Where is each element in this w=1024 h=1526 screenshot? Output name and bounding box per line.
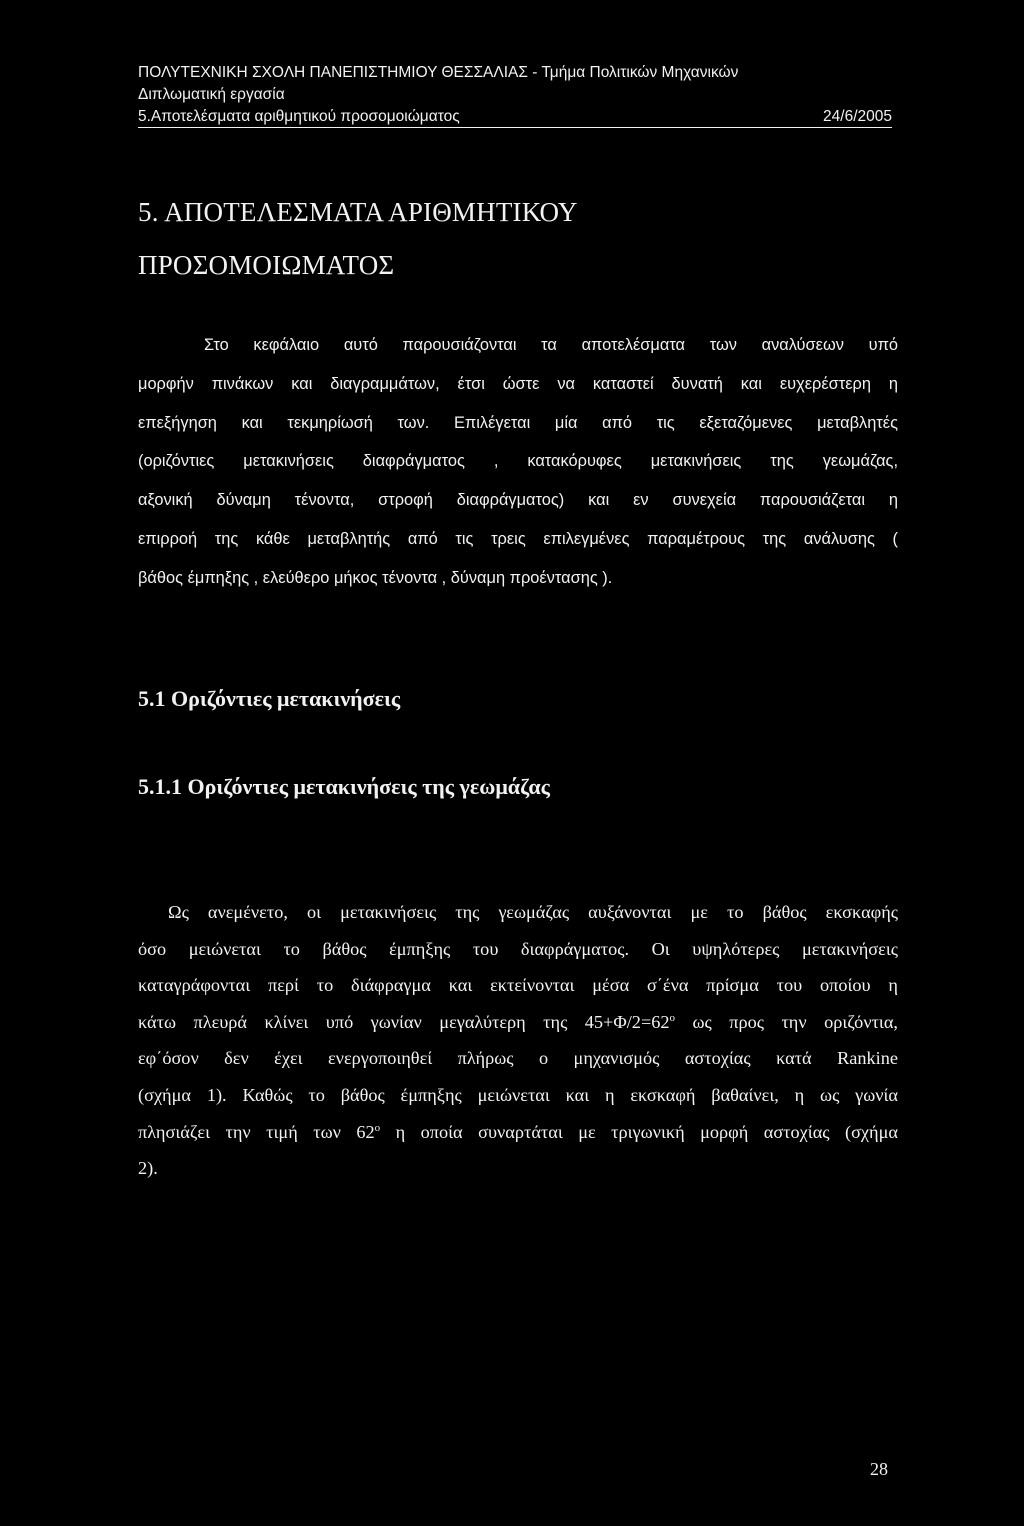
section-heading-5-1: 5.1 Οριζόντιες μετακινήσεις [138,686,401,711]
text-line: επεξήγηση και τεκμηρίωσή των. Επιλέγεται μία από τις εξεταζόμενες μεταβλητές [138,413,898,432]
text-line: βάθος έμπηξης , ελεύθερο μήκος τένοντα , δύναμη προέντασης ). [138,568,613,587]
text-fragment: ως προς την οριζόντια, [675,1011,898,1032]
text-line: (σχήμα 1). Καθώς το βάθος έμπηξης μειώνεται και η εκσκαφή βαθαίνει, η ως γωνία [138,1084,898,1105]
intro-paragraph [138,326,898,598]
body-paragraph [138,894,898,1187]
text-line [138,1114,898,1151]
text-line: επιρροή της κάθε μεταβλητής από τις τρεις επιλεγμένες παραμέτρους της ανάλυσης ( [138,529,898,548]
header-section-line [138,106,892,128]
text-line: Ως ανεμένετο, οι μετακινήσεις της γεωμάζας αυξάνονται με το βάθος εκσκαφής [168,902,898,922]
text-line: (οριζόντιες μετακινήσεις διαφράγματος , κατακόρυφες μετακινήσεις της γεωμάζας, [138,452,898,471]
text-fragment: πλησιάζει την τιμή των 62 [138,1121,375,1142]
section-heading-5-1-1: 5.1.1 Οριζόντιες μετακινήσεις της γεωμάζας [138,774,550,799]
chapter-title-line-1: 5. ΑΠΟΤΕΛΕΣΜΑΤΑ ΑΡΙΘΜΗΤΙΚΟΥ [138,197,578,227]
text-line: αξονική δύναμη τένοντα, στροφή διαφράγματος) και εν συνεχεία παρουσιάζεται η [138,491,898,510]
header-doc-type: Διπλωματική εργασία [138,86,285,103]
text-fragment: η οποία συναρτάται με τριγωνική μορφή αστοχίας (σχήμα [380,1121,898,1142]
text-line: Στο κεφάλαιο αυτό παρουσιάζονται τα αποτελέσματα των αναλύσεων υπό [204,336,898,354]
text-line: όσο μειώνεται το βάθος έμπηξης του διαφράγματος. Οι υψηλότερες μετακινήσεις [138,938,898,959]
text-line: καταγράφονται περί το διάφραγμα και εκτείνονται μέσα σ΄ένα πρίσμα του οποίου η [138,975,898,996]
chapter-title [138,186,898,292]
header-section: 5.Αποτελέσματα αριθμητικού προσομοιώματος [138,108,460,125]
header-institution: ΠΟΛΥΤΕΧΝΙΚΗ ΣΧΟΛΗ ΠΑΝΕΠΙΣΤΗΜΙΟΥ ΘΕΣΣΑΛΙΑΣ - Τμήμα Πολιτικών Μηχανικών [138,64,739,81]
text-line: 2). [138,1158,158,1179]
page-number: 28 [870,1459,888,1479]
text-line [138,1004,898,1041]
chapter-title-line-2: ΠΡΟΣΟΜΟΙΩΜΑΤΟΣ [138,250,395,280]
text-line: εφ΄όσον δεν έχει ενεργοποιηθεί πλήρως ο μηχανισμός αστοχίας κατά Rankine [138,1048,898,1069]
degree-superscript: o [374,1121,381,1134]
text-fragment: κάτω πλευρά κλίνει υπό γωνίαν μεγαλύτερη της 45+Φ/2=62 [138,1011,670,1032]
degree-superscript: o [669,1011,676,1024]
text-line: μορφήν πινάκων και διαγραμμάτων, έτσι ώστε να καταστεί δυνατή και ευχερέστερη η [138,374,898,393]
header-date: 24/6/2005 [823,108,892,125]
